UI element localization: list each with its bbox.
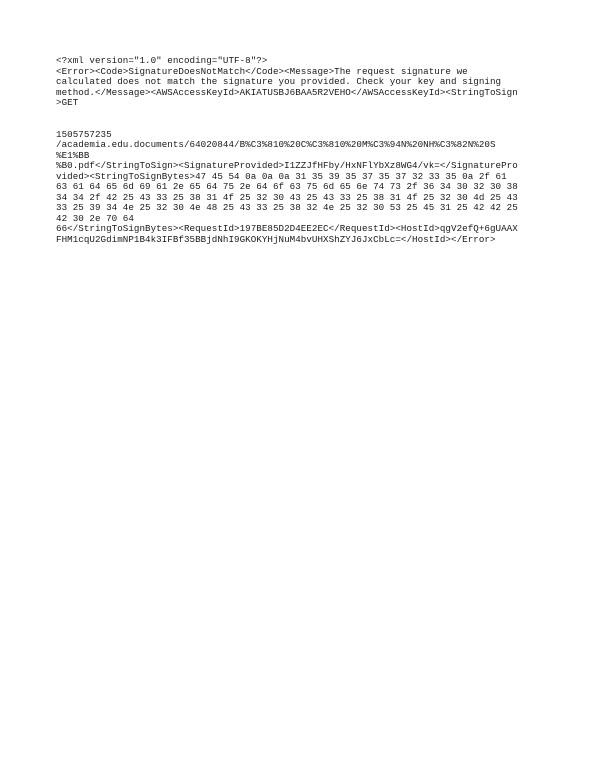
- doc-blank-line: [56, 119, 556, 130]
- doc-line: 33 25 39 34 4e 25 32 30 4e 48 25 43 33 25 38 32 4e 25 32 30 53 25 45 31 25 42 42 25: [56, 202, 518, 213]
- doc-blank-line: [56, 109, 556, 120]
- doc-line: %E1%BB: [56, 149, 90, 161]
- doc-line: %B0.pdf</StringToSign><SignatureProvided>I1ZZJfHFby/HxNFlYbXz8WG4/vk=</SignaturePro: [56, 160, 518, 171]
- doc-line: 63 61 64 65 6d 69 61 2e 65 64 75 2e 64 6f 63 75 6d 65 6e 74 73 2f 36 34 30 32 30 38: [56, 181, 518, 192]
- doc-line: vided><StringToSignBytes>47 45 54 0a 0a 0a 31 35 39 35 37 35 37 32 33 35 0a 2f 61: [56, 170, 507, 182]
- doc-line: method.</Message><AWSAccessKeyId>AKIATUSBJ6BAA5R2VEHO</AWSAccessKeyId><StringToSign: [56, 86, 518, 98]
- doc-line: 66</StringToSignBytes><RequestId>197BE85D2D4EE2EC</RequestId><HostId>qgV2efQ+6gUAAX: [56, 223, 518, 234]
- doc-line: /academia.edu.documents/64020844/B%C3%810%20C%C3%810%20M%C3%94N%20NH%C3%82N%20S: [56, 139, 496, 150]
- doc-line: <?xml version="1.0" encoding="UTF-8"?>: [56, 55, 268, 66]
- doc-line: calculated does not match the signature you provided. Check your key and signing: [56, 76, 502, 87]
- xml-error-document: [56, 56, 556, 245]
- doc-line: >GET: [56, 97, 79, 108]
- doc-line: 1505757235: [56, 128, 112, 140]
- doc-line: <Error><Code>SignatureDoesNotMatch</Code><Message>The request signature we: [56, 65, 468, 77]
- doc-line: 34 34 2f 42 25 43 33 25 38 31 4f 25 32 30 43 25 43 33 25 38 31 4f 25 32 30 4d 25 43: [56, 191, 518, 203]
- doc-line: FHM1cqU2GdimNP1B4k3IFBf35BBjdNhI9GKOKYHjNuM4bvUHXShZYJ6JxCbLc=</HostId></Error>: [56, 233, 496, 245]
- doc-line: 42 30 2e 70 64: [56, 212, 134, 224]
